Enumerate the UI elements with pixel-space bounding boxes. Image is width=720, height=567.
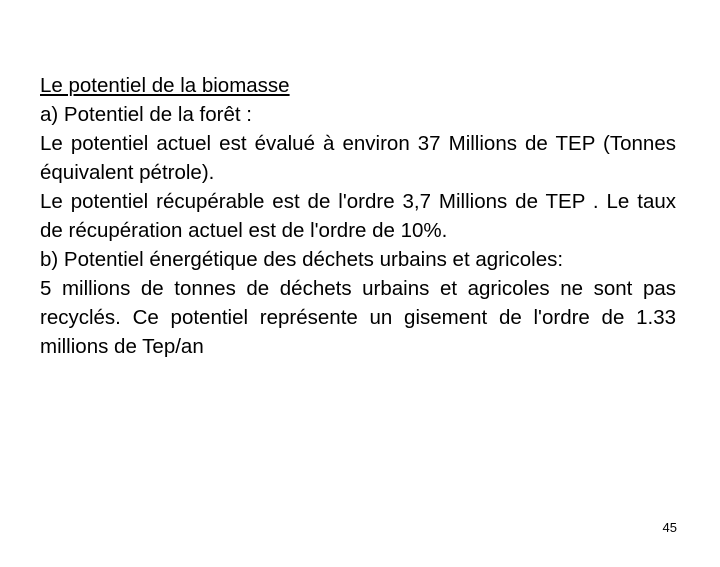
paragraph-actual-potential: Le potentiel actuel est évalué à environ 37 Millions de TEP (Tonnes équivalent pétrole). xyxy=(40,132,676,184)
page-number: 45 xyxy=(662,520,677,535)
section-a-heading: a) Potentiel de la forêt : xyxy=(40,103,252,126)
slide-body xyxy=(40,71,676,361)
paragraph-recoverable-potential: Le potentiel récupérable est de l'ordre 3,7 Millions de TEP . Le taux de récupération actuel est de l'ordre de 10%. xyxy=(40,190,676,242)
slide-title: Le potentiel de la biomasse xyxy=(40,74,290,97)
section-b-heading: b) Potentiel énergétique des déchets urbains et agricoles: xyxy=(40,248,564,271)
paragraph-waste-potential: 5 millions de tonnes de déchets urbains et agricoles ne sont pas recyclés. Ce potentiel représente un gisement de l'ordre de 1.33 millions de Tep/an xyxy=(40,277,676,358)
